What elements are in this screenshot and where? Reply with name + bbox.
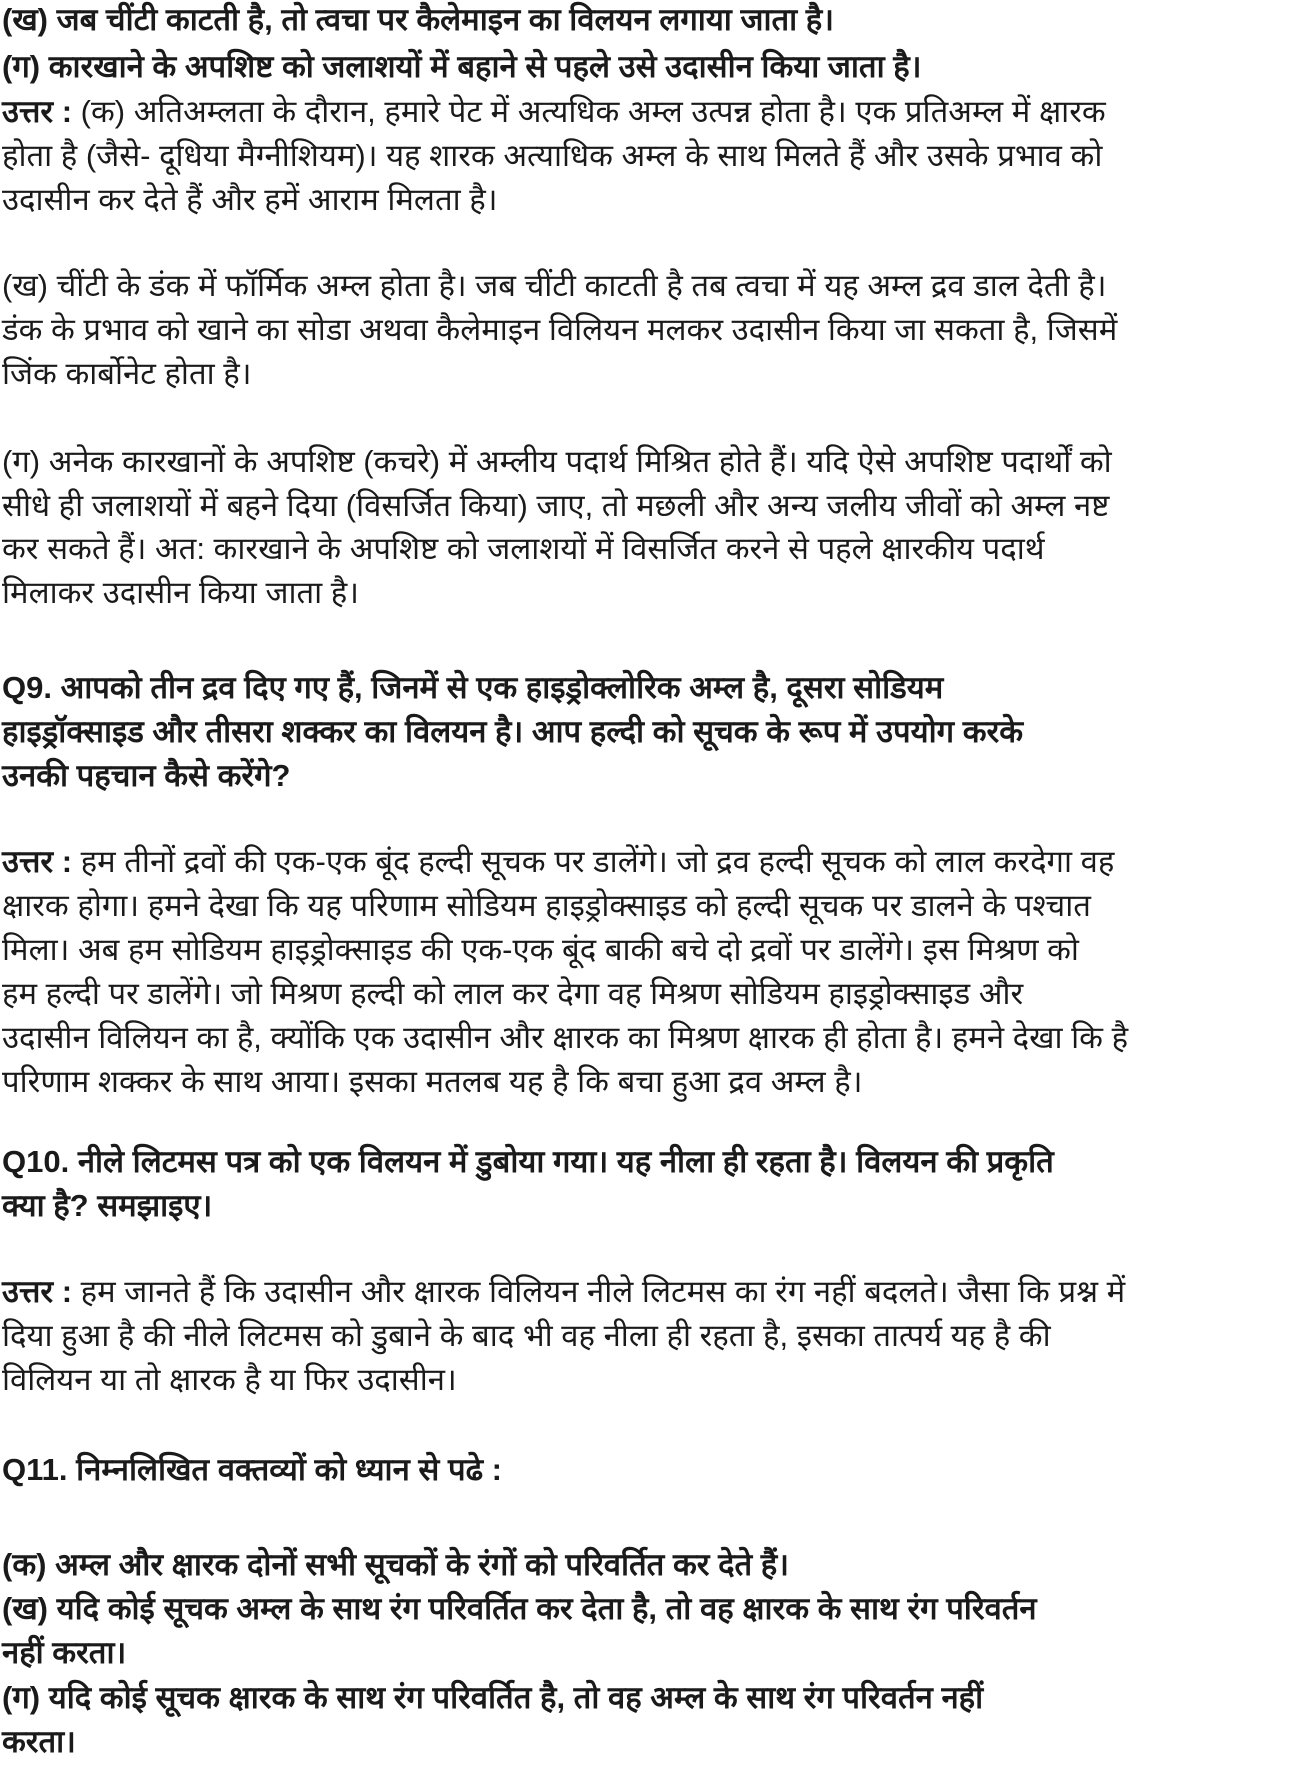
answer-text: हम जानते हैं कि उदासीन और क्षारक विलियन नीले लिटमस का रंग नहीं बदलते। जैसा कि प्रश्न में bbox=[72, 1274, 1126, 1309]
statement-kha: नहीं करता। bbox=[2, 1635, 127, 1670]
statement-kha: (ख) जब चींटी काटती है, तो त्वचा पर कैलेमाइन का विलयन लगाया जाता है। bbox=[2, 2, 834, 37]
answer-line: उदासीन विलियन का है, क्योंकि एक उदासीन और क्षारक का मिश्रण क्षारक ही होता है। हमने देखा कि है bbox=[2, 1020, 1129, 1055]
answer-line bbox=[2, 1270, 1125, 1314]
question-q10: Q10. नीले लिटमस पत्र को एक विलयन में डुबोया गया। यह नीला ही रहता है। विलयन की प्रकृति bbox=[2, 1144, 1054, 1179]
answer-line: सीधे ही जलाशयों में बहने दिया (विसर्जित किया) जाए, तो मछली और अन्य जलीय जीवों को अम्ल नष्ट bbox=[2, 488, 1110, 523]
statement-ga: करता। bbox=[2, 1724, 76, 1759]
answer-label: उत्तर : bbox=[2, 844, 73, 879]
answer-line: मिला। अब हम सोडियम हाइड्रोक्साइड की एक-एक बूंद बाकी बचे दो द्रवों पर डालेंगे। इस मिश्रण को bbox=[2, 932, 1079, 967]
answer-line bbox=[2, 90, 1106, 134]
answer-line: जिंक कार्बोनेट होता है। bbox=[2, 356, 252, 391]
answer-line: होता है (जैसे- दूधिया मैग्नीशियम)। यह शारक अत्याधिक अम्ल के साथ मिलते हैं और उसके प्रभाव को bbox=[2, 138, 1103, 173]
question-q9: Q9. आपको तीन द्रव दिए गए हैं, जिनमें से एक हाइड्रोक्लोरिक अम्ल है, दूसरा सोडियम bbox=[2, 670, 944, 705]
answer-text: हम तीनों द्रवों की एक-एक बूंद हल्दी सूचक पर डालेंगे। जो द्रव हल्दी सूचक को लाल करदेगा वह bbox=[72, 844, 1115, 879]
question-q10: क्या है? समझाइए। bbox=[2, 1188, 213, 1223]
answer-line: (ग) अनेक कारखानों के अपशिष्ट (कचरे) में अम्लीय पदार्थ मिश्रित होते हैं। यदि ऐसे अपशिष्ट पदार्थों को bbox=[2, 444, 1112, 479]
answer-line: मिलाकर उदासीन किया जाता है। bbox=[2, 575, 360, 610]
statement-ka: (क) अम्ल और क्षारक दोनों सभी सूचकों के रंगों को परिवर्तित कर देते हैं। bbox=[2, 1547, 790, 1582]
answer-line: डंक के प्रभाव को खाने का सोडा अथवा कैलेमाइन विलियन मलकर उदासीन किया जा सकता है, जिसमें bbox=[2, 312, 1118, 347]
answer-line: विलियन या तो क्षारक है या फिर उदासीन। bbox=[2, 1362, 457, 1397]
statement-kha: (ख) यदि कोई सूचक अम्ल के साथ रंग परिवर्तित कर देता है, तो वह क्षारक के साथ रंग परिवर्तन bbox=[2, 1591, 1037, 1626]
answer-text: (क) अतिअम्लता के दौरान, हमारे पेट में अत्यधिक अम्ल उत्पन्न होता है। एक प्रतिअम्ल में क्षारक bbox=[72, 94, 1106, 129]
question-q11: Q11. निम्नलिखित वक्तव्यों को ध्यान से पढे : bbox=[2, 1452, 502, 1487]
answer-line: (ख) चींटी के डंक में फॉर्मिक अम्ल होता है। जब चींटी काटती है तब त्वचा में यह अम्ल द्रव डाल देती है। bbox=[2, 268, 1107, 303]
answer-line: परिणाम शक्कर के साथ आया। इसका मतलब यह है कि बचा हुआ द्रव अम्ल है। bbox=[2, 1064, 863, 1099]
answer-label: उत्तर : bbox=[2, 1274, 73, 1309]
answer-line: उदासीन कर देते हैं और हमें आराम मिलता है। bbox=[2, 182, 498, 217]
statement-ga: (ग) कारखाने के अपशिष्ट को जलाशयों में बहाने से पहले उसे उदासीन किया जाता है। bbox=[2, 49, 922, 84]
question-q9: उनकी पहचान कैसे करेंगे? bbox=[2, 758, 291, 793]
statement-ga: (ग) यदि कोई सूचक क्षारक के साथ रंग परिवर्तित है, तो वह अम्ल के साथ रंग परिवर्तन नहीं bbox=[2, 1680, 984, 1715]
answer-line: कर सकते हैं। अत: कारखाने के अपशिष्ट को जलाशयों में विसर्जित करने से पहले क्षारकीय पदार्थ bbox=[2, 531, 1045, 566]
question-q9: हाइड्रॉक्साइड और तीसरा शक्कर का विलयन है। आप हल्दी को सूचक के रूप में उपयोग करके bbox=[2, 714, 1024, 749]
answer-line: क्षारक होगा। हमने देखा कि यह परिणाम सोडियम हाइड्रोक्साइड को हल्दी सूचक पर डालने के पश्चात bbox=[2, 888, 1091, 923]
answer-label: उत्तर : bbox=[2, 94, 73, 129]
answer-line bbox=[2, 840, 1114, 884]
answer-line: हम हल्दी पर डालेंगे। जो मिश्रण हल्दी को लाल कर देगा वह मिश्रण सोडियम हाइड्रोक्साइड और bbox=[2, 976, 1024, 1011]
answer-line: दिया हुआ है की नीले लिटमस को डुबाने के बाद भी वह नीला ही रहता है, इसका तात्पर्य यह है की bbox=[2, 1318, 1051, 1353]
